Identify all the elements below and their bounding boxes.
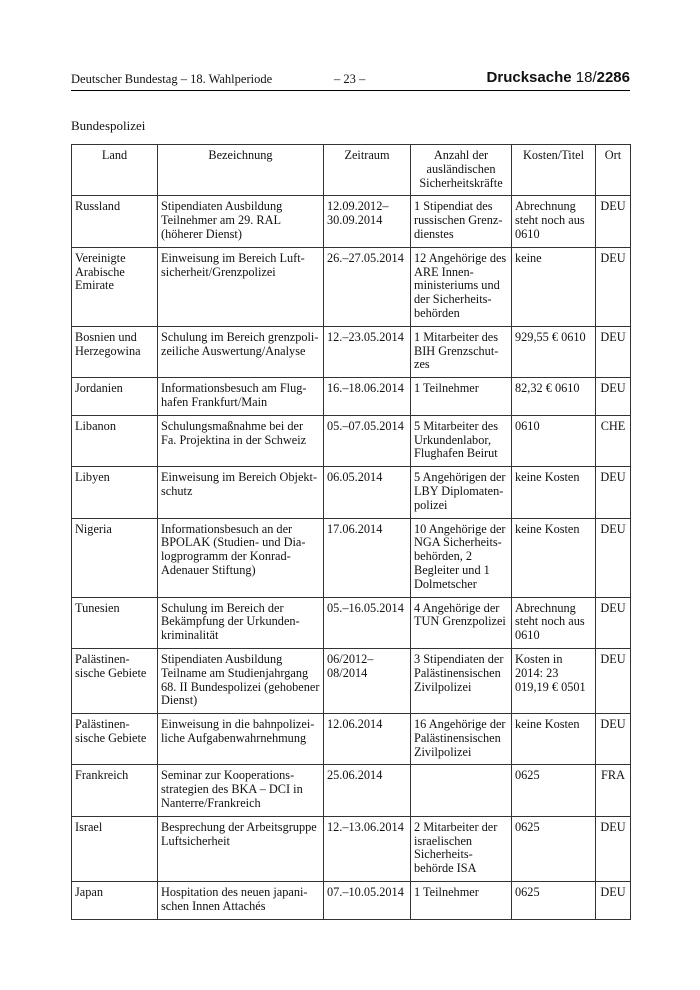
cell-anzahl: 4 Angehörige der TUN Grenzpolizei (411, 597, 512, 648)
cell-ort: DEU (596, 467, 631, 518)
cell-land: Libanon (72, 415, 158, 466)
cell-kosten: Kosten in 2014: 23 019,19 € 0501 (512, 648, 596, 713)
cell-ort: DEU (596, 247, 631, 326)
cell-bezeichnung: Schulungsmaßnahme bei der Fa. Projektina in der Schweiz (158, 415, 324, 466)
training-table (71, 144, 631, 920)
cell-ort: DEU (596, 518, 631, 597)
cell-zeitraum: 17.06.2014 (324, 518, 411, 597)
cell-bezeichnung: Stipendiaten Ausbildung Teilnehmer am 29. RAL (höherer Dienst) (158, 196, 324, 247)
document-id: 2286 (596, 69, 630, 86)
table-row (72, 415, 631, 466)
cell-land: Japan (72, 882, 158, 920)
cell-anzahl: 1 Mitarbeiter des BIH Grenzschut-zes (411, 326, 512, 377)
table-row (72, 648, 631, 713)
table-row (72, 816, 631, 881)
cell-land: Israel (72, 816, 158, 881)
cell-land: Tunesien (72, 597, 158, 648)
cell-kosten: 0625 (512, 816, 596, 881)
cell-zeitraum: 12.–23.05.2014 (324, 326, 411, 377)
cell-bezeichnung: Schulung im Bereich der Bekämpfung der Urkunden-kriminalität (158, 597, 324, 648)
cell-kosten: 929,55 € 0610 (512, 326, 596, 377)
cell-kosten: 0625 (512, 765, 596, 816)
cell-bezeichnung: Stipendiaten Ausbildung Teilname am Studienjahrgang 68. II Bundespolizei (gehobener Dienst) (158, 648, 324, 713)
cell-ort: DEU (596, 882, 631, 920)
cell-anzahl: 5 Angehörigen der LBY Diplomaten-polizei (411, 467, 512, 518)
cell-kosten: 82,32 € 0610 (512, 378, 596, 416)
cell-bezeichnung: Seminar zur Kooperations-strategien des BKA – DCI in Nanterre/Frankreich (158, 765, 324, 816)
cell-land: Jordanien (72, 378, 158, 416)
cell-anzahl: 1 Teilnehmer (411, 378, 512, 416)
header-anzahl: Anzahl der ausländischen Sicherheitskräfte (411, 145, 512, 196)
cell-ort: DEU (596, 378, 631, 416)
cell-land: Vereinigte Arabische Emirate (72, 247, 158, 326)
table-row (72, 518, 631, 597)
cell-kosten: Abrechnung steht noch aus 0610 (512, 196, 596, 247)
cell-ort: CHE (596, 415, 631, 466)
cell-bezeichnung: Einweisung im Bereich Luft-sicherheit/Grenzpolizei (158, 247, 324, 326)
header-land: Land (72, 145, 158, 196)
cell-ort: DEU (596, 714, 631, 765)
cell-ort: DEU (596, 196, 631, 247)
cell-land: Russland (72, 196, 158, 247)
cell-zeitraum: 05.–16.05.2014 (324, 597, 411, 648)
page-number: – 23 – (334, 72, 366, 86)
table-row (72, 247, 631, 326)
header-ort: Ort (596, 145, 631, 196)
table-row (72, 378, 631, 416)
document-number (487, 69, 630, 86)
cell-zeitraum: 12.–13.06.2014 (324, 816, 411, 881)
cell-anzahl: 1 Teilnehmer (411, 882, 512, 920)
cell-anzahl: 12 Angehörige des ARE Innen-ministeriums und der Sicherheits-behörden (411, 247, 512, 326)
cell-land: Bosnien und Herzegowina (72, 326, 158, 377)
cell-anzahl: 10 Angehörige der NGA Sicherheits-behörden, 2 Begleiter und 1 Dolmetscher (411, 518, 512, 597)
cell-land: Frankreich (72, 765, 158, 816)
cell-anzahl: 2 Mitarbeiter der israelischen Sicherheits-behörde ISA (411, 816, 512, 881)
cell-zeitraum: 07.–10.05.2014 (324, 882, 411, 920)
cell-bezeichnung: Informationsbesuch an der BPOLAK (Studien- und Dia-logprogramm der Konrad-Adenauer Stiftung) (158, 518, 324, 597)
cell-bezeichnung: Besprechung der Arbeitsgruppe Luftsicherheit (158, 816, 324, 881)
cell-kosten: 0625 (512, 882, 596, 920)
table-header-row (72, 145, 631, 196)
cell-zeitraum: 05.–07.05.2014 (324, 415, 411, 466)
cell-ort: DEU (596, 326, 631, 377)
cell-zeitraum: 25.06.2014 (324, 765, 411, 816)
section-title: Bundespolizei (71, 118, 146, 133)
page-header (71, 69, 630, 90)
cell-bezeichnung: Hospitation des neuen japani-schen Innen Attachés (158, 882, 324, 920)
cell-zeitraum: 06.05.2014 (324, 467, 411, 518)
cell-ort: DEU (596, 648, 631, 713)
cell-zeitraum: 12.06.2014 (324, 714, 411, 765)
table-row (72, 326, 631, 377)
cell-bezeichnung: Einweisung im Bereich Objekt-schutz (158, 467, 324, 518)
cell-land: Palästinen-sische Gebiete (72, 648, 158, 713)
header-bezeichnung: Bezeichnung (158, 145, 324, 196)
table-row (72, 882, 631, 920)
cell-anzahl: 5 Mitarbeiter des Urkundenlabor, Flughafen Beirut (411, 415, 512, 466)
cell-land: Nigeria (72, 518, 158, 597)
cell-bezeichnung: Informationsbesuch am Flug-hafen Frankfurt/Main (158, 378, 324, 416)
header-publication: Deutscher Bundestag – 18. Wahlperiode (71, 72, 273, 86)
cell-kosten: 0610 (512, 415, 596, 466)
cell-anzahl (411, 765, 512, 816)
cell-ort: DEU (596, 597, 631, 648)
cell-land: Libyen (72, 467, 158, 518)
cell-kosten: keine Kosten (512, 467, 596, 518)
cell-anzahl: 1 Stipendiat des russischen Grenz-dienstes (411, 196, 512, 247)
cell-kosten: Abrechnung steht noch aus 0610 (512, 597, 596, 648)
cell-zeitraum: 12.09.2012– 30.09.2014 (324, 196, 411, 247)
table-row (72, 196, 631, 247)
cell-bezeichnung: Schulung im Bereich grenzpoli-zeiliche Auswertung/Analyse (158, 326, 324, 377)
document-label: Drucksache (486, 69, 572, 86)
table-row (72, 597, 631, 648)
cell-kosten: keine Kosten (512, 714, 596, 765)
table-row (72, 467, 631, 518)
cell-kosten: keine Kosten (512, 518, 596, 597)
cell-zeitraum: 26.–27.05.2014 (324, 247, 411, 326)
cell-kosten: keine (512, 247, 596, 326)
header-rule (71, 90, 630, 91)
header-zeitraum: Zeitraum (324, 145, 411, 196)
cell-ort: FRA (596, 765, 631, 816)
header-kosten: Kosten/Titel (512, 145, 596, 196)
table-body (72, 196, 631, 919)
cell-land: Palästinen-sische Gebiete (72, 714, 158, 765)
cell-ort: DEU (596, 816, 631, 881)
document-prefix: 18/ (575, 69, 597, 86)
cell-zeitraum: 16.–18.06.2014 (324, 378, 411, 416)
table-row (72, 765, 631, 816)
cell-anzahl: 16 Angehörige der Palästinensischen Zivilpolizei (411, 714, 512, 765)
cell-bezeichnung: Einweisung in die bahnpolizei-liche Aufgabenwahrnehmung (158, 714, 324, 765)
cell-zeitraum: 06/2012– 08/2014 (324, 648, 411, 713)
cell-anzahl: 3 Stipendiaten der Palästinensischen Zivilpolizei (411, 648, 512, 713)
table-row (72, 714, 631, 765)
